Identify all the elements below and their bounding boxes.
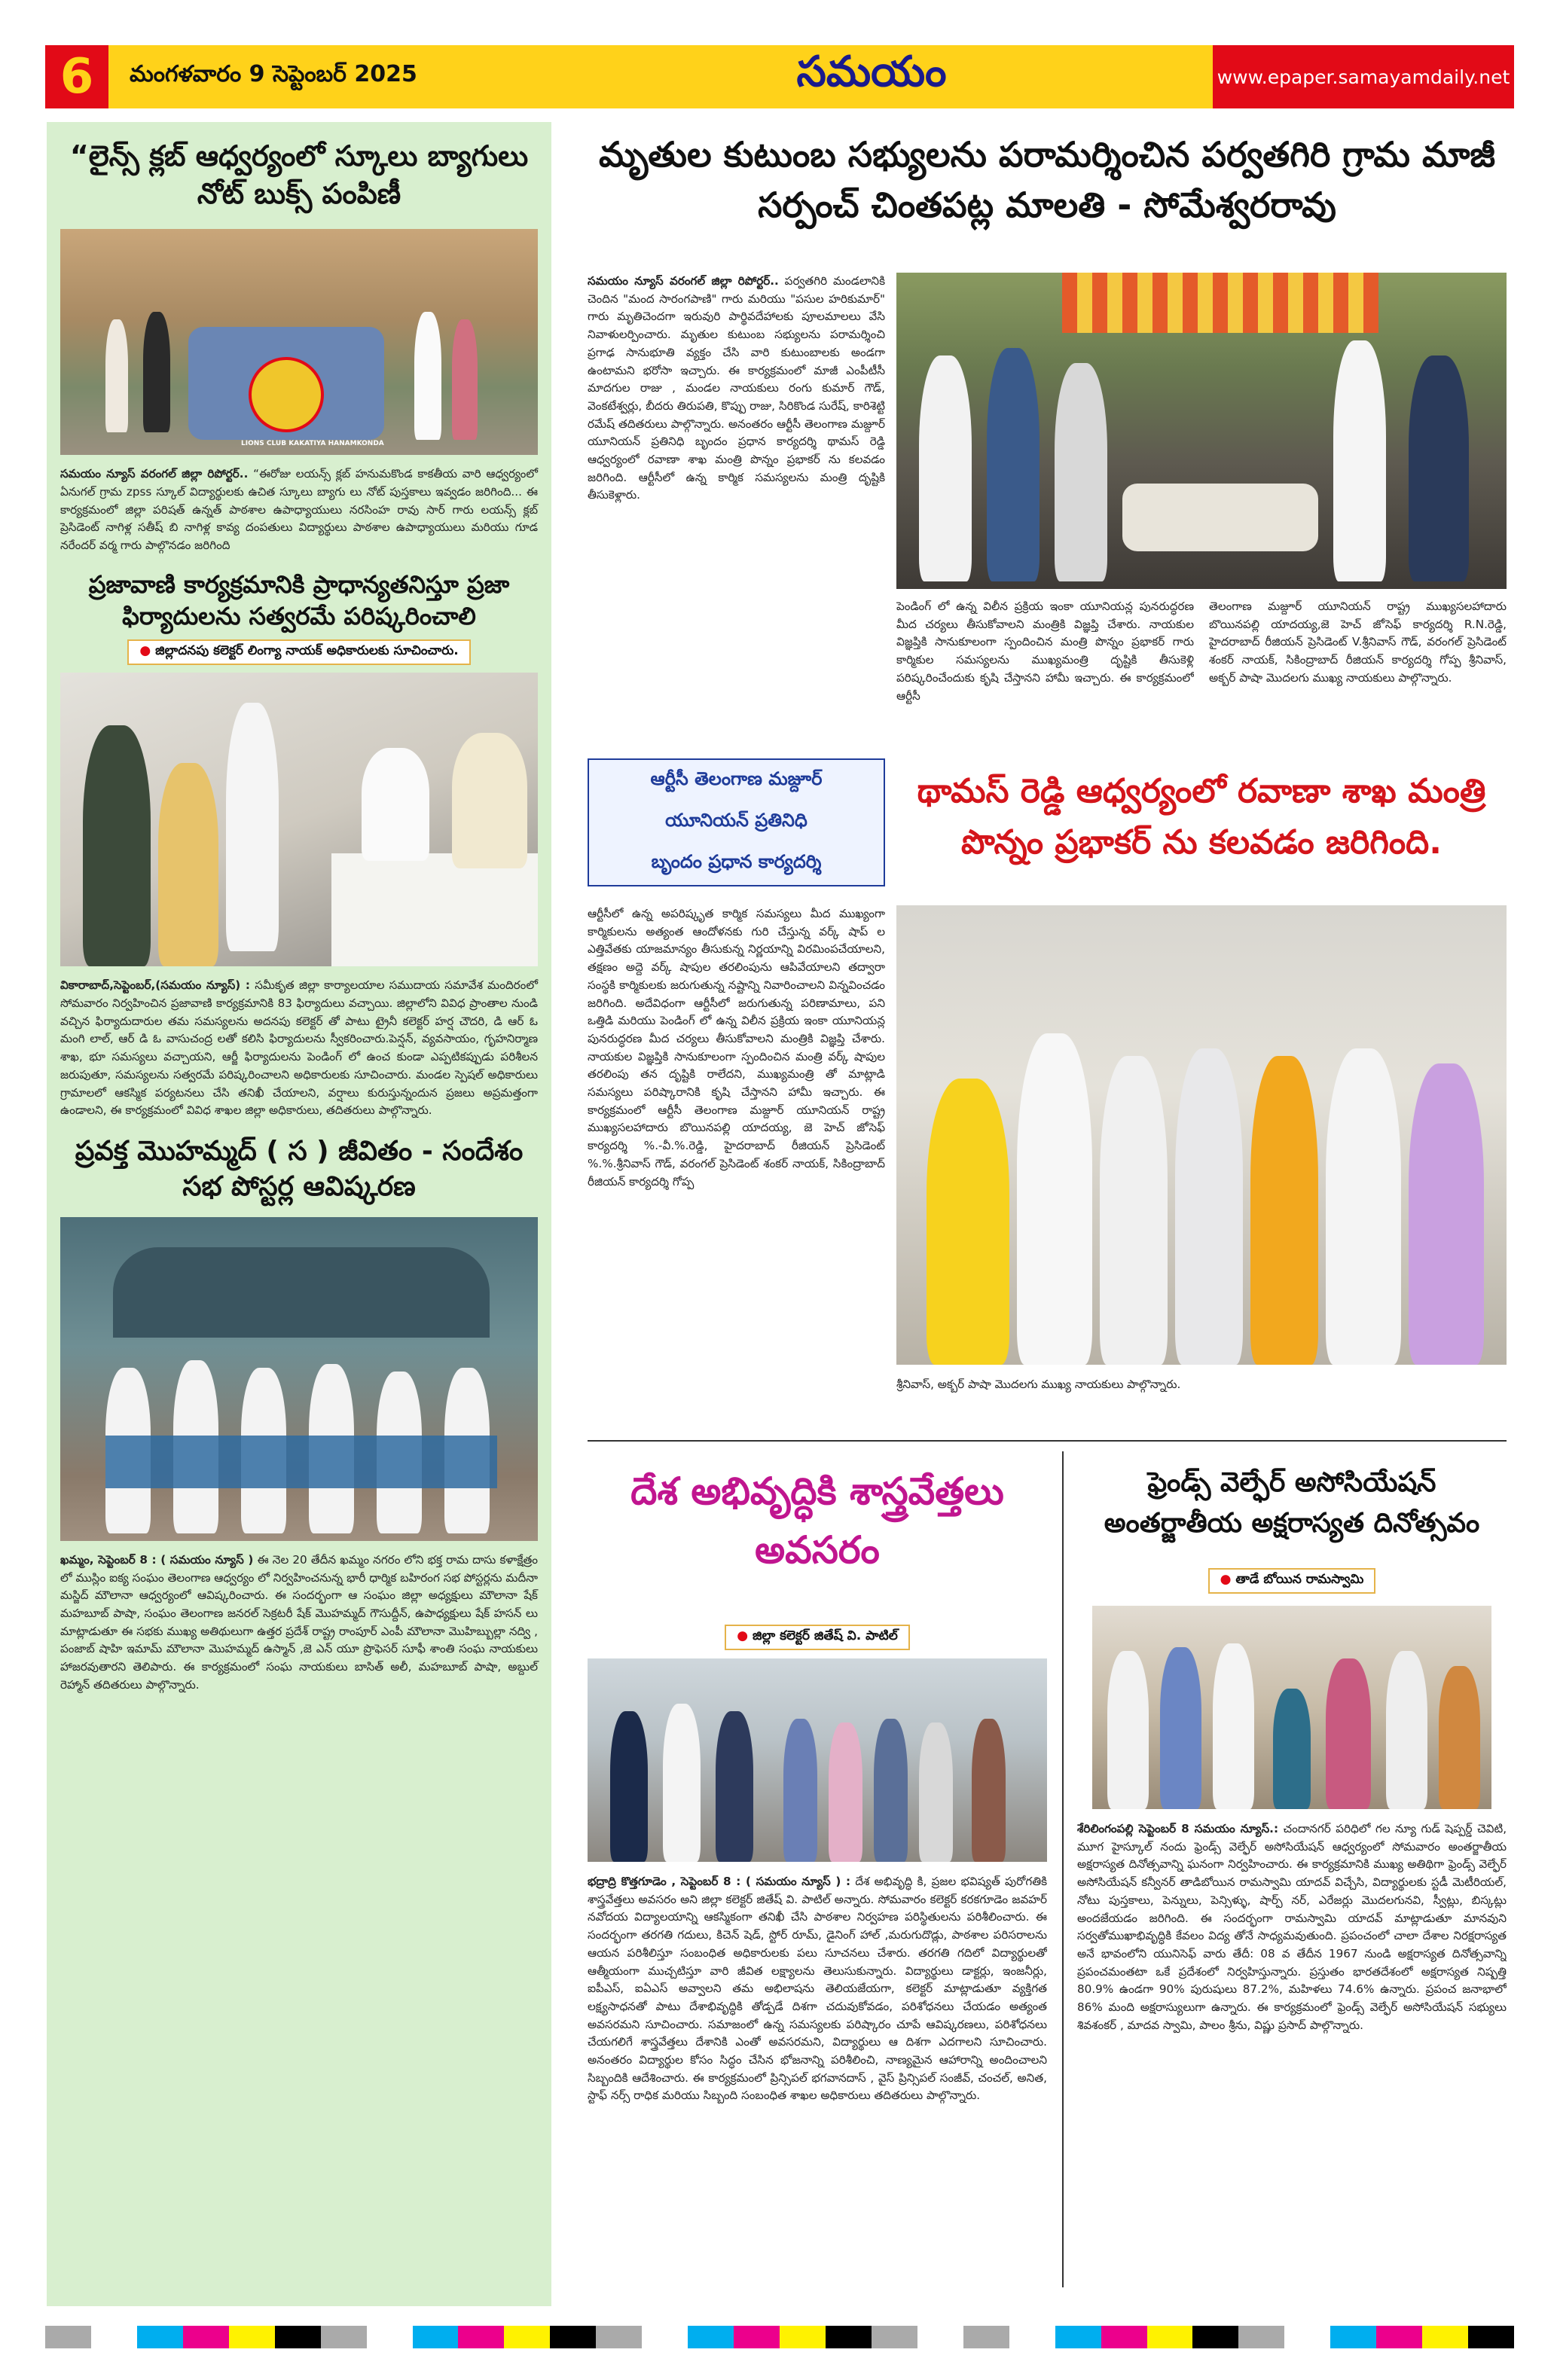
left-column — [47, 122, 551, 2306]
color-swatch — [780, 2326, 826, 2348]
color-swatch — [642, 2326, 688, 2348]
color-swatch — [596, 2326, 642, 2348]
section-divider — [588, 1440, 1507, 1442]
minister-meet-caption: శ్రీనివాస్, అక్బర్ పాషా మొదలగు ముఖ్య నాయకులు పాల్గొన్నారు. — [896, 1378, 1181, 1391]
color-swatch — [91, 2326, 137, 2348]
story-photo — [60, 1217, 538, 1541]
byline-reporter: ● తాడే బోయిన రామస్వామి — [1208, 1568, 1376, 1594]
kicker-box — [588, 758, 885, 886]
story-prophet-poster — [60, 1134, 538, 1695]
kicker-line-2: యూనియన్ ప్రతినిధి — [665, 809, 808, 831]
color-swatch — [1101, 2326, 1147, 2348]
color-swatch — [137, 2326, 183, 2348]
story-photo — [60, 229, 538, 455]
color-swatch — [45, 2326, 91, 2348]
scientists-photo — [588, 1658, 1047, 1862]
color-swatch — [458, 2326, 504, 2348]
color-swatch — [963, 2326, 1009, 2348]
minister-meet-body: ఆర్టీసీలో ఉన్న అపరిష్కృత కార్మిక సమస్యలు మీద ముఖ్యంగా కార్మికులను అత్యంత ఆందోళనకు గురి చేస్తున్న వర్క్ షాప్ ల ఎత్తివేతకు యాజమాన్యం తీసుకున్న నిర్ణయాన్ని విరమింపచేయాలని, తక్షణం అద్దె వర్క్ షాపుల తరలింపును ఆపివేయాలని తద్వారా సంస్థకి కార్మికులకు జరుగుతున్న నష్టాన్ని నివారించాలని విన్నవించడం జరిగింది. అదేవిధంగా ఆర్టీసీలో జరుగుతున్న పరిణామాలు, పని ఒత్తిడి మరియు పెండింగ్ లో ఉన్న విలీన ప్రక్రియ ఇంకా యూనియన్ల పునరుద్ధరణ మీద చర్యలు తీసుకోవాలని మంత్రికి విజ్ఞప్తి చేశారు. నాయకుల విజ్ఞప్తికి సానుకూలంగా స్పందించిన మంత్రి వర్క్ షాపుల తరలింపు తన దృష్టికి రాలేదని, ముఖ్యమంత్రి తో మాట్లాడి సమస్యలు పరిష్కారానికి కృషి చేస్తానని హామీ ఇచ్చారు. ఈ కార్యక్రమంలో ఆర్టీసీ తెలంగాణ మజ్దూర్ యూనియన్ రాష్ట్ర ముఖ్యసలహాదారు బొయినపల్లి యాదయ్య, జె హెచ్ జోసెఫ్ కార్యదర్శి %.-వీ.%.రెడ్డి, హైదరాబాద్ రీజియన్ ప్రెసిడెంట్ %.%.శ్రీనివాస్ గౌడ్, వరంగల్ ప్రెసిడెంట్ శంకర్ నాయక్, సికింద్రాబాద్ రీజియన్ కార్యదర్శి గోప్ప — [588, 907, 885, 1188]
color-swatch — [367, 2326, 413, 2348]
page-header — [45, 45, 1514, 108]
headline-minister-meet: థామస్ రెడ్డి ఆధ్వర్యంలో రవాణా శాఖ మంత్రి పొన్నం ప్రభాకర్ ను కలవడం జరిగింది. — [917, 772, 1486, 862]
color-swatch — [734, 2326, 780, 2348]
color-swatch — [872, 2326, 917, 2348]
headline-literacy-day: ఫ్రెండ్స్ వెల్ఫేర్ అసోసియేషన్ అంతర్జాతీయ అక్షరాస్యత దినోత్సవం — [1104, 1467, 1480, 1539]
minister-meet-photo — [896, 905, 1507, 1365]
color-swatch — [826, 2326, 872, 2348]
headline: ప్రజావాణి కార్యక్రమానికి ప్రాధాన్యతనిస్తూ ప్రజా ఫిర్యాదులను సత్వరమే పరిష్కరించాలి — [88, 569, 510, 631]
literacy-day-photo — [1092, 1606, 1491, 1809]
color-swatch — [688, 2326, 734, 2348]
color-swatch — [1192, 2326, 1238, 2348]
column-divider — [1062, 1451, 1064, 2287]
banner-text: LIONS CLUB KAKATIYA HANAMKONDA — [241, 440, 384, 448]
condolence-body-col2: పెండింగ్ లో ఉన్న విలీన ప్రక్రియ ఇంకా యూనియన్ల పునరుద్ధరణ మీద చర్యలు తీసుకోవాలని మంత్రికి విజ్ఞప్తి చేశారు. నాయకుల విజ్ఞప్తికి సానుకూలంగా స్పందించిన మంత్రి పొన్నం ప్రభాకర్ గారు కార్మికుల సమస్యలను ముఖ్యమంత్రి దృష్టికి తీసుకెళ్లి పరిష్కరించేందుకు కృషి చేస్తానని హామీ ఇచ్చారు. ఈ కార్యక్రమంలో ఆర్టీసీ — [896, 600, 1194, 703]
byline: ● జిల్లాదనపు కలెక్టర్ లింగ్యా నాయక్ అధికారులకు సూచించారు. — [127, 639, 470, 665]
color-swatch — [275, 2326, 321, 2348]
story-body: ఖమ్మం, సెప్టెంబర్ 8 : ( సమయం న్యూస్ ) ఈ నెల 20 తేదీన ఖమ్మం నగరం లోని భక్త రామ దాసు కళాక్షేత్రం లో ముస్లిం ఐక్య సంఘం తెలంగాణ ఆధ్వర్యం లో నిర్వహించనున్న భారీ ధార్మిక బహిరంగ సభ పోస్టర్లను మదీనా మస్జిద్ మౌలానా ఆధ్వర్యంలో ఆవిష్కరించారు. ఈ సందర్భంగా ఆ సంఘం జిల్లా అధ్యక్షులు మౌలానా షేక్ మహబూబ్ పాషా, సంఘం తెలంగాణ జనరల్ సెక్రటరీ షేక్ మొహమ్మద్ గౌసుద్దీన్, ఉపాధ్యక్షులు షేక్ హసన్ లు మాట్లాడుతూ ఈ సభకు ముఖ్య అతిథులుగా ఉత్తర ప్రదేశ్ రాష్ట్ర రాంపూర్ ఎంపీ మౌలానా మొహిబ్బుల్లా నద్వి , పంజాబ్ షాహి ఇమామ్ మౌలానా మొహమ్మద్ ఉస్మాన్ ,జె ఎన్ యూ ప్రొఫెసర్ సూఫీ శాంతి సంఘ నాయకులు హాజరవుతారని తెలిపారు. ఈ కార్యక్రమంలో సంఘ నాయకులు బాసిత్ అలీ, మహబూబ్ పాషా, అబ్దుల్ రెహ్మాన్ తదితరులు పాల్గొన్నారు. — [60, 1552, 539, 1692]
color-swatch — [1284, 2326, 1330, 2348]
color-swatch — [504, 2326, 550, 2348]
story-lions-club — [60, 137, 538, 555]
color-swatch — [1147, 2326, 1193, 2348]
color-swatch — [1422, 2326, 1468, 2348]
page-number: 6 — [45, 45, 108, 108]
story-body: వికారాబాద్,సెప్టెంబర్,(సమయం న్యూస్) : సమీకృత జిల్లా కార్యాలయాల సముదాయ సమావేశ మందిరంలో సోమవారం నిర్వహించిన ప్రజావాణి కార్యక్రమానికి 83 ఫిర్యాదులు వచ్చాయి. జిల్లాలోని వివిధ ప్రాంతాల నుండి వచ్చిన ఫిర్యాదుదారుల తమ సమస్యలను అదనపు కలెక్టర్ తో పాటు ట్రైనీ కలెక్టర్ హర్ష చౌదరి, డి ఆర్ ఓ మంగి లాల్, ఆర్ డి ఓ వాసుచంద్ర లతో కలిసి ఫిర్యాదులను స్వీకరించారు.పెన్షన్, వ్యవసాయం, గృహనిర్మాణ శాఖ, భూ సమస్యలు వచ్చాయని, ఆర్జీ ఫిర్యాదులను పెండింగ్ లో ఉంచ కుండా ఎప్పటికప్పుడు పరిశీలన జరుపుతూ, సమస్యలను సత్వరమే పరిష్కరించాలని అధికారులకు సూచించారు. మండల స్పెషల్ అధికారులు గ్రామాలలో ఆకస్మిక పర్యటనలు చేసి తనిఖీ చేయాలని, వర్షాలు కురుస్తున్నందున ప్రజలు అప్రమత్తంగా ఉండాలని, ఈ కార్యక్రమంలో వివిధ శాఖల జిల్లా అధికారులు, తదితరులు పాల్గొన్నారు. — [60, 978, 538, 1118]
right-area — [572, 122, 1514, 2306]
story-body: సమయం న్యూస్ వరంగల్ జిల్లా రిపోర్టర్.. “ఈరోజు లయన్స్ క్లబ్ హనుమకొండ కాకతీయ వారి ఆధ్వర్యంలో ఏనుగల్ గ్రామ zpss స్కూల్ విద్యార్థులకు ఉచిత స్కూలు బ్యాగు లు నోట్ పుస్తకాలు ఇవ్వడం జరిగింది... ఈ కార్యక్రమంలో జిల్లా పరిషత్ ఉన్నత్ పాఠశాల ఉపాధ్యాయులు నరసింహ రావు సార్ గారు లయన్స్ క్లబ్ ప్రెసిడెంట్ నాగిళ్ల సతీష్ బి నాగిళ్ల కావ్య దంపతులు విద్యార్థులు పాఠశాల ఉపాధ్యాయులు మరియు గూడ నరేందర్ వర్మ గారు పాల్గొనడం జరిగింది — [60, 467, 538, 553]
headline: ప్రవక్త మొహమ్మద్ ( స ) జీవితం - సందేశం సభ పోస్టర్ల ఆవిష్కరణ — [75, 1135, 524, 1203]
story-photo — [60, 673, 538, 966]
color-swatch — [413, 2326, 459, 2348]
registration-color-bar — [45, 2326, 1514, 2348]
headline-condolence: మృతుల కుటుంబ సభ్యులను పరామర్శించిన పర్వతగిరి గ్రామ మాజీ సర్పంచ్ చింతపట్ల మాలతి - సోమేశ్వరరావు — [598, 134, 1495, 225]
color-swatch — [1055, 2326, 1101, 2348]
color-swatch — [183, 2326, 229, 2348]
color-swatch — [1009, 2326, 1055, 2348]
literacy-day-body: శేరిలింగంపల్లి సెప్టెంబర్ 8 సమయం న్యూస్.: చందానగర్ పరిధిలో గల న్యూ గుడ్ షెప్పర్డ్ చెవిటి, మూగ హైస్కూల్ నందు ఫ్రెండ్స్ వెల్ఫేర్ అసోసియేషన్ ఆధ్వర్యంలో సోమవారం అంతర్జాతీయ అక్షరాస్యత దినోత్సవాన్ని ఘనంగా నిర్వహించారు. ఈ కార్యక్రమానికి ముఖ్య అతిథిగా ఫ్రెండ్స్ వెల్ఫేర్ అసోసియేషన్ కన్వీనర్ తాడిబోయిన రామస్వామి యాదవ్ విచ్చేసి, విద్యార్థులకు స్టడీ మెటీరియల్, నోటు పుస్తకాలు, పెన్నులు, పెన్సిళ్ళు, షార్ప్ నర్, ఎరేజర్లు మొదలగునవి, స్వీట్లు, బిస్కట్లు అందజేయడం జరిగింది. ఈ సందర్భంగా రామస్వామి యాదవ్ మాట్లాడుతూ మానవుని సర్వతోముఖాభివృద్ధికి కేవలం విద్య తోనే సాధ్యమవుతుంది. ప్రపంచంలో చాలా దేశాల నిరక్షరాస్యత అనే భావంలోని యునిసెఫ్ వారు తేదీ: 08 వ తేదీన 1967 నుండి అక్షరాస్యత దినోత్సవాన్ని ప్రపంచమంతటా ఒకే ప్రదేశంలో నిర్వహిస్తున్నారు. ప్రస్తుతం భారతదేశంలో అక్షరాస్యత నిష్పత్తి 80.9% ఉండగా 90% పురుషులు 87.2%, మహిళలు 74.6% ఉన్నారు. ప్రపంచ జనాభాలో 86% మంది అక్షరాస్యులుగా ఉన్నారు. ఈ కార్యక్రమంలో ఫ్రెండ్స్ వెల్ఫేర్ అసోసియేషన్ సభ్యులు శివశంకర్ , మాదవ స్వామి, పాలం శ్రీను, విష్ణు ప్రసాద్ పాల్గొన్నారు. — [1077, 1822, 1507, 2032]
scientists-body: భద్రాద్రి కొత్తగూడెం , సెప్టెంబర్ 8 : ( సమయం న్యూస్ ) : దేశ అభివృద్ధి కి, ప్రజల భవిష్యత్ పురోగతికి శాస్త్రవేత్తలు అవసరం అని జిల్లా కలెక్టర్ జితేష్ వి. పాటిల్ అన్నారు. సోమవారం కలెక్టర్ కరకగూడెం జవహర్ నవోదయ విద్యాలయాన్ని ఆకస్మికంగా తనిఖీ చేసి పాఠశాల నిర్వహణ పరిస్థితులను పరిశీలించారు. ఈ సందర్భంగా తరగతి గదులు, కిచెన్ షెడ్, స్టోర్ రూమ్, డైనింగ్ హాల్ ,మరుగుదొడ్లు, పాఠశాల పరిసరాలను ఆయన పరిశీలిస్తూ సంబంధిత అధికారులకు పలు సూచనలు చేశారు. తరగతి గదిలో విద్యార్థులతో ఆత్మీయంగా ముచ్చటిస్తూ వారి జీవిత లక్ష్యాలను తెలుసుకున్నారు. విద్యార్థులు డాక్టర్లు, ఇంజనీర్లు, ఐపీఎస్, ఐఏఎస్ అవ్వాలని తమ అభిలాషను తెలియజేయగా, కలెక్టర్ మాట్లాడుతూ వ్యక్తిగత లక్ష్యసాధనతో పాటు దేశాభివృద్ధికి తోడ్పడే దిశగా చదువుకోవడం, పరిశోధనలు చేయడం అత్యంత అవసరమని సూచించారు. సమాజంలో ఉన్న సమస్యలకు పరిష్కారం చూపే ఆవిష్కరణలు, పరిశోధనలు చేయగలిగే శాస్త్రవేత్తలు దేశానికి ఎంతో అవసరమని, విద్యార్థులు ఆ దిశగా ఎదగాలని సూచించారు. అనంతరం విద్యార్థుల కోసం సిద్ధం చేసిన భోజనాన్ని పరిశీలించి, నాణ్యమైన ఆహారాన్ని అందించాలని సిబ్బందికి ఆదేశించారు. ఈ కార్యక్రమంలో ప్రిన్సిపల్ భగవానదాస్ , వైస్ ప్రిన్సిపల్ సంజీవ్, చంచల్, అనిత, స్టాఫ్ నర్స్ రాధిక మరియు సిబ్బంది సంబంధిత శాఖల అధికారులు తదితరులు పాల్గొన్నారు. — [588, 1875, 1047, 2103]
condolence-photo — [896, 273, 1507, 589]
condolence-body-col1: సమయం న్యూస్ వరంగల్ జిల్లా రిపోర్టర్.. పర్వతగిరి మండలానికి చెందిన "మంద సారంగపాణి" గారు మరియు "పసుల హరికుమార్" గారు మృతిచెందగా ఇరువురి పార్థివదేహాలకు పూలమాలలు వేసి నివాళులర్పించారు. మృతుల కుటుంబ సభ్యులను పరామర్శించి ప్రగాఢ సానుభూతి వ్యక్తం చేసి వారి కుటుంబాలకు అండగా ఉంటామని భరోసా ఇచ్చారు. ఈ కార్యక్రమంలో మాజీ ఎంపీటీసీ మాదగుల రాజు , మండల నాయకులు రంగు కుమార్ గౌడ్, వెంకటేశ్వర్లు, బీదరు తిరుపతి, కొప్పు రాజు, సిరికొండ సురేష్, కారిశెట్టి రమేష్ తదితరులు పాల్గొన్నారు. అనంతరం ఆర్టీసీ తెలంగాణ మజ్దూర్ యూనియన్ ప్రతినిధి బృందం ప్రధాన కార్యదర్శి థామస్ రెడ్డి ఆధ్వర్యంలో రవాణా శాఖ మంత్రి పొన్నం ప్రభాకర్ ను కలవడం జరిగింది. ఆర్టీసీలో ఉన్న కార్మిక సమస్యలను మంత్రి దృష్టికి తీసుకెళ్లారు. — [588, 274, 885, 502]
color-swatch — [550, 2326, 596, 2348]
color-swatch — [1376, 2326, 1422, 2348]
issue-date: మంగళవారం 9 సెప్టెంబర్ 2025 — [108, 45, 530, 108]
condolence-body-col3: తెలంగాణ మజ్దూర్ యూనియన్ రాష్ట్ర ముఖ్యసలహాదారు బొయినపల్లి యాదయ్య,జె హెచ్ జోసెఫ్ కార్యదర్శి R.N.రెడ్డి, హైదరాబాద్ రీజియన్ ప్రెసిడెంట్ V.శ్రీనివాస్ గౌడ్, వరంగల్ ప్రెసిడెంట్ శంకర్ నాయక్, సికింద్రాబాద్ రీజియన్ కార్యదర్శి గోప్ప శ్రీనివాస్, అక్బర్ పాషా మొదలగు ముఖ్య నాయకులు పాల్గొన్నారు. — [1209, 600, 1507, 685]
story-prajavani — [60, 569, 538, 1120]
color-swatch — [1238, 2326, 1284, 2348]
color-swatch — [1330, 2326, 1376, 2348]
color-swatch — [229, 2326, 275, 2348]
epaper-url[interactable]: www.epaper.samayamdaily.net — [1213, 45, 1514, 108]
masthead-logo: సమయం — [530, 45, 1213, 108]
kicker-line-1: ఆర్టీసీ తెలంగాణ మజ్దూర్ — [650, 767, 823, 789]
color-swatch — [917, 2326, 963, 2348]
kicker-line-3: బృందం ప్రధాన కార్యదర్శి — [651, 851, 822, 873]
headline-scientists: దేశ అభివృద్ధికి శాస్త్రవేత్తలు అవసరం — [630, 1469, 1004, 1572]
color-swatch — [1468, 2326, 1514, 2348]
byline-collector: ● జిల్లా కలెక్టర్ జితేష్ వి. పాటిల్ — [725, 1625, 910, 1650]
headline: “లైన్స్ క్లబ్ ఆధ్వర్యంలో స్కూలు బ్యాగులు నోట్ బుక్స్ పంపిణీ — [69, 139, 529, 211]
color-swatch — [321, 2326, 367, 2348]
